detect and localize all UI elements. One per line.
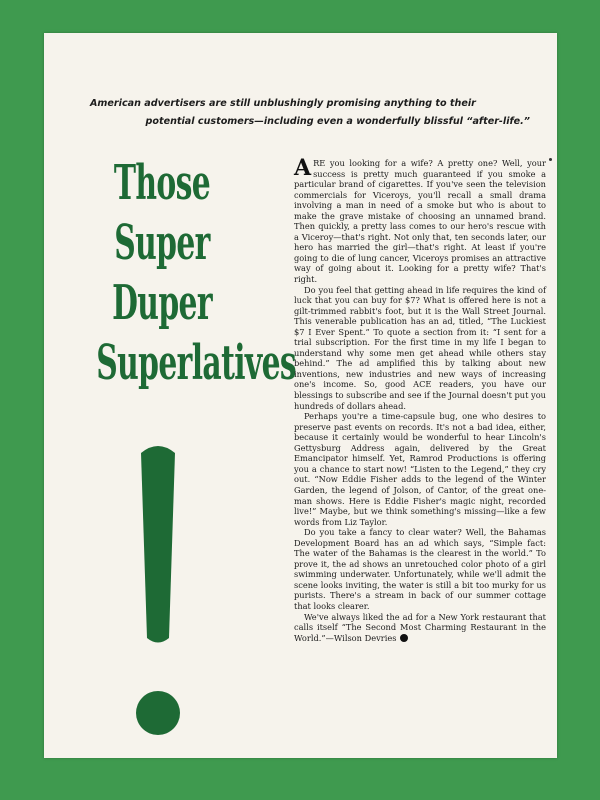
deck-line-2: potential customers—including even a wonderfully blissful “after-life.” [145, 116, 530, 127]
paragraph-1-text: RE you looking for a wife? A pretty one? Well, your success is pretty much guaranteed if you smoke a particular brand of cigarettes. If you've seen the television commercials for Viceroys, you'll recall a small drama involving a man in need of a smoke but who is about to make the grave mistake of choosing an unnamed brand. Then quickly, a pretty lass comes to our hero's rescue with a Viceroy—that's right. Not only that, ten seconds later, our hero has married the girl—that's right. At least if you're going to die of lung cancer, Viceroys promises an attractive way of going about it. Looking for a pretty wife? That's right. [294, 158, 546, 285]
headline-word-2: Super [114, 215, 210, 271]
headline [56, 153, 297, 393]
paragraph-4: Do you take a fancy to clear water? Well, the Bahamas Development Board has an ad which says, “Simple fact: The water of the Bahamas is the clearest in the world.” To prove it, the ad shows an unretouched color photo of a girl swimming underwater. Unfortunately, while we'll admit the scene looks inviting, the water is still a bit too murky for us purists. There's a stream in back of our summer cottage that looks clearer. [294, 527, 546, 611]
stray-dot [549, 158, 552, 161]
headline-word-3: Duper [112, 275, 212, 331]
paragraph-5-text: We've always liked the ad for a New York restaurant that calls itself “The Second Most Charming Restaurant in the World.”—Wilson Devries [294, 611, 546, 643]
headline-word-4: Superlatives [96, 335, 297, 391]
magazine-page [44, 33, 557, 758]
paragraph-2: Do you feel that getting ahead in life requires the kind of luck that you can buy for $7? What is offered here is not a gilt-trimmed rabbit's foot, but it is the Wall Street Journal. This venerable publication has an ad, titled, “The Luckiest $7 I Ever Spent.” To quote a section from it: “I sent for a trial subscription. For the first time in my life I began to understand why some men get ahead while others stay behind.” The ad amplified this by talking about new inventions, new industries and new ways of increasing one's income. So, good ACE readers, you have our blessings to subscribe and see if the Journal doesn't put you hundreds of dollars ahead. [294, 284, 546, 411]
article-deck [90, 95, 530, 131]
deck-line-1: American advertisers are still unblushingly promising anything to their [90, 98, 476, 109]
paragraph-3: Perhaps you're a time-capsule bug, one who desires to preserve past events on records. It's not a bad idea, either, because it certainly would be wonderful to hear Lincoln's Gettysburg Address again, delivered by the Great Emancipator himself. Yet, Ramrod Productions is offering you a chance to start now! “Listen to the Legend,” they cry out. “Now Eddie Fisher adds to the legend of the Winter Garden, the legend of Jolson, of Cantor, of the great one-man shows. Here is Eddie Fisher's magic night, recorded live!” Maybe, but we think something's missing—like a few words from Liz Taylor. [294, 411, 546, 527]
exclamation-mark-icon [135, 443, 181, 743]
drop-cap: A [294, 155, 312, 181]
headline-word-1: Those [113, 155, 211, 211]
paragraph-5 [294, 612, 546, 644]
paragraph-1 [294, 155, 546, 285]
end-bullet-icon [400, 634, 408, 642]
article-body [294, 155, 546, 643]
